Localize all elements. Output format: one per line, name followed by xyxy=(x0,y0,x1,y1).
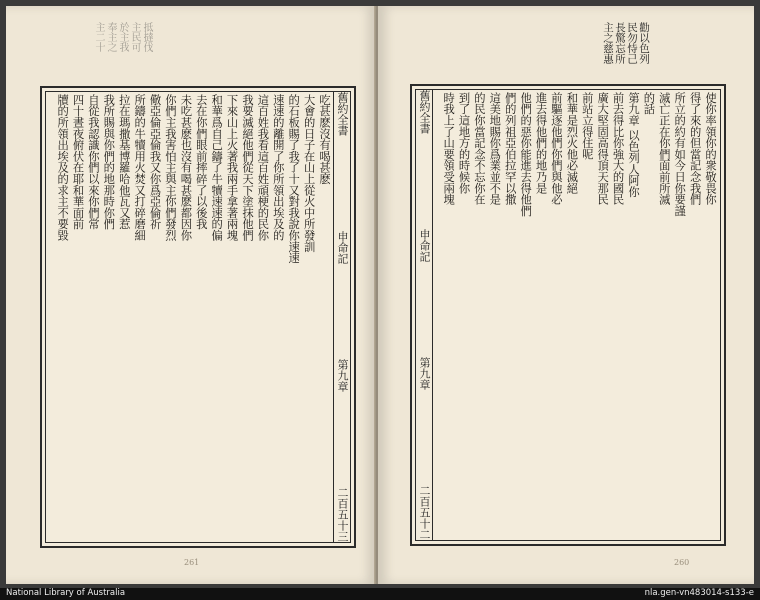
text-column: 這美地賜你爲業並不是 xyxy=(488,92,502,205)
text-column: 我所賜與你們的地那時你們 xyxy=(102,94,116,230)
text-column: 去在你們眼前摔碎了以後我 xyxy=(194,94,208,230)
text-column: 前驅逐他們你們與他必 xyxy=(549,92,563,205)
right-book-name: 申命記 xyxy=(418,229,431,262)
text-column: 得了來的但當記念我們 xyxy=(688,92,702,205)
right-page xyxy=(378,6,754,584)
text-column: 使你率領你的衆敬畏你 xyxy=(704,92,717,205)
right-text-frame xyxy=(410,84,726,546)
library-credit: National Library of Australia xyxy=(6,588,126,598)
text-column: 牘的所領出埃及的求主不要毀 xyxy=(56,94,70,241)
text-column: 未吃甚麽也沒有喝甚麽都因你 xyxy=(179,94,193,241)
text-column: 四十晝夜俯伏在耶和華面前 xyxy=(71,94,85,230)
text-column: 時我上了山要領受兩塊 xyxy=(442,92,456,205)
right-running-head xyxy=(416,90,433,540)
text-column: 前站立得住呢 xyxy=(580,92,594,160)
text-column: 你們主我害怕主與主你們發烈 xyxy=(163,94,177,241)
text-column: 拉在瑪撒基博羅哈他瓦又惹 xyxy=(117,94,131,230)
text-column: 所立的約有如今日你要謹 xyxy=(673,92,687,217)
left-text-frame xyxy=(40,86,356,548)
right-chapter: 第九章 xyxy=(418,357,431,390)
text-column: 到了這地方的時候你 xyxy=(457,92,471,194)
text-column: 自從我認識你們以來你們常 xyxy=(86,94,100,230)
left-chapter: 第九章 xyxy=(336,359,349,392)
text-column: 的石板賜了我了十又對我說你速速 xyxy=(287,94,301,264)
text-column: 進去得他們的地乃是 xyxy=(534,92,548,194)
left-running-head xyxy=(333,92,350,542)
text-column: 第九章 以色列人阿你 xyxy=(626,92,640,198)
text-column: 滅亡正在你們面前所滅 xyxy=(657,92,671,205)
text-column: 和華是烈火他必滅絕 xyxy=(565,92,579,194)
text-column: 的話 xyxy=(642,92,656,115)
text-column: 我要滅絕他們從天下塗抹他們 xyxy=(240,94,254,241)
item-identifier: nla.gen-vn483014-s133-e xyxy=(644,588,754,598)
left-columns xyxy=(48,94,332,540)
left-page-number: 二百五十三 xyxy=(336,487,349,542)
left-page xyxy=(6,6,376,584)
text-column: 他們的惡你能進去得他們 xyxy=(519,92,533,217)
right-pencil-mark: 260 xyxy=(674,558,690,567)
left-book-name: 申命記 xyxy=(336,231,349,264)
right-columns xyxy=(434,92,718,538)
text-column: 速速的離開了你所領出埃及的 xyxy=(271,94,285,241)
text-column: 廣大堅固高得頂天那民 xyxy=(596,92,610,205)
text-column: 所鑄的牛犢用火焚又打碎磨細 xyxy=(133,94,147,241)
text-column: 這百姓我看這百姓頑梗的民你 xyxy=(256,94,270,241)
text-column: 大會的日子在山上從火中所發訓 xyxy=(302,94,316,253)
text-column: 儆亞倫亞倫我又你爲亞倫祈 xyxy=(148,94,162,230)
text-column: 們的列祖亞伯拉罕以撒 xyxy=(503,92,517,205)
left-book-title: 舊約全書 xyxy=(336,92,349,136)
right-book-title: 舊約全書 xyxy=(418,90,431,134)
archive-footer xyxy=(0,588,760,600)
right-page-number: 二百五十二 xyxy=(418,485,431,540)
text-column: 吃甚麽沒有喝甚麽 xyxy=(318,94,331,185)
left-ghost-notes: 抵撻伐 主民可 於主我 奉主之 主二十 xyxy=(93,22,152,52)
text-column: 的民你當記念不忘你在 xyxy=(472,92,486,205)
text-column: 和華爲自己鑄了牛犢速速的偏 xyxy=(210,94,224,241)
right-margin-notes: 勸以色列 民勿恃己 長驚忘所 主之慈惠 xyxy=(602,22,650,64)
text-column: 下來山上火著我兩手拿著兩塊 xyxy=(225,94,239,241)
text-column: 前去得比你強大的國民 xyxy=(611,92,625,205)
left-pencil-mark: 261 xyxy=(184,558,200,567)
